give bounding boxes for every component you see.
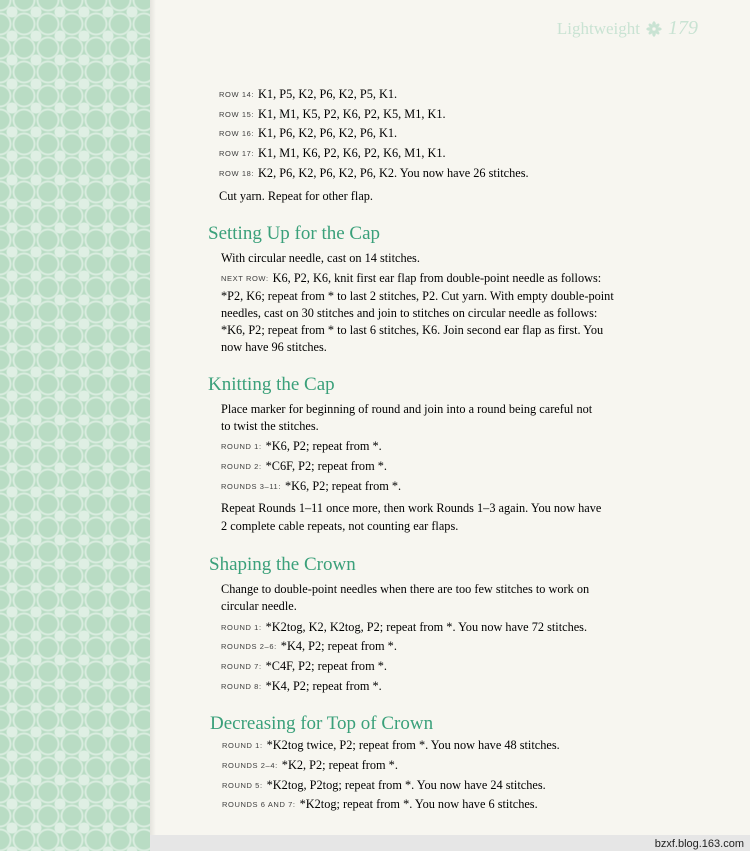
round-label: ROUND 1: [221, 623, 262, 632]
round-label: ROUNDS 3–11: [221, 482, 281, 491]
row-line [221, 270, 601, 287]
row-line [219, 145, 446, 162]
round-line [221, 619, 587, 636]
setup-text-line: *K6, P2; repeat from * to last 6 stitches, K6. Join second ear flap as first. You [221, 323, 604, 337]
round-label: ROUND 2: [221, 462, 262, 471]
round-line [222, 777, 546, 794]
round-text: *C4F, P2; repeat from *. [265, 659, 387, 673]
knitting-outro-line: 2 complete cable repeats, not counting ear flaps. [221, 519, 459, 533]
section-heading: Shaping the Crown [209, 554, 356, 575]
knitting-outro-line: Repeat Rounds 1–11 once more, then work Rounds 1–3 again. You now have [221, 501, 602, 515]
row-label: ROW 18: [219, 169, 255, 178]
round-text: *C6F, P2; repeat from *. [265, 459, 387, 473]
knitting-intro-line: to twist the stitches. [221, 419, 319, 433]
round-label: ROUND 7: [221, 662, 262, 671]
round-text: *K2tog; repeat from *. You now have 6 stitches. [299, 797, 538, 811]
watermark-text: bzxf.blog.163.com [654, 838, 744, 850]
row-line [219, 125, 397, 142]
section-name: Lightweight [556, 18, 640, 38]
round-label: ROUND 5: [222, 781, 263, 790]
setup-intro: With circular needle, cast on 14 stitches. [221, 251, 420, 265]
row-text: K1, M1, K5, P2, K6, P2, K5, M1, K1. [258, 107, 446, 121]
round-label: ROUNDS 2–4: [222, 761, 278, 770]
row-line [219, 165, 529, 182]
round-line [221, 458, 387, 475]
flower-icon [646, 21, 662, 37]
row-text: K2, P6, K2, P6, K2, P6, K2. You now have 26 stitches. [258, 166, 529, 180]
round-text: *K6, P2; repeat from *. [285, 479, 402, 493]
round-label: ROUND 1: [222, 741, 263, 750]
row-label: ROW 14: [219, 90, 255, 99]
round-line [222, 796, 538, 813]
setup-text-line: now have 96 stitches. [221, 340, 327, 354]
section-heading: Knitting the Cap [208, 374, 335, 395]
row-line [219, 106, 446, 123]
running-head [557, 17, 698, 40]
round-text: *K2tog twice, P2; repeat from *. You now have 48 stitches. [266, 738, 560, 752]
round-line [221, 658, 387, 675]
round-text: *K2, P2; repeat from *. [281, 758, 398, 772]
round-text: *K4, P2; repeat from *. [265, 679, 382, 693]
round-line [222, 757, 398, 774]
page-number: 179 [668, 17, 698, 39]
row-label: NEXT ROW: [221, 274, 269, 283]
row-label: ROW 17: [219, 149, 255, 158]
round-text: *K2tog, K2, K2tog, P2; repeat from *. You now have 72 stitches. [265, 620, 588, 634]
round-line [221, 438, 382, 455]
round-line [221, 478, 401, 495]
setup-text-line: needles, cast on 30 stitches and join to stitches on circular needle as follows: [221, 306, 598, 320]
round-line [221, 678, 382, 695]
round-label: ROUNDS 2–6: [221, 642, 277, 651]
section-heading: Decreasing for Top of Crown [210, 713, 434, 734]
crown-intro-line: Change to double-point needles when there are too few stitches to work on [221, 582, 590, 596]
round-text: *K4, P2; repeat from *. [280, 639, 397, 653]
section-heading: Setting Up for the Cap [208, 223, 381, 244]
round-text: *K2tog, P2tog; repeat from *. You now have 24 stitches. [266, 778, 546, 792]
row-text: K6, P2, K6, knit first ear flap from double-point needle as follows: [272, 271, 602, 285]
round-text: *K6, P2; repeat from *. [265, 439, 382, 453]
row-line [219, 86, 397, 103]
row-label: ROW 16: [219, 129, 255, 138]
row-label: ROW 15: [219, 110, 255, 119]
knitting-intro-line: Place marker for beginning of round and join into a round being careful not [221, 402, 593, 416]
crown-intro-line: circular needle. [221, 599, 297, 613]
round-label: ROUND 8: [221, 682, 262, 691]
cut-yarn-text: Cut yarn. Repeat for other flap. [219, 189, 373, 203]
round-line [221, 638, 397, 655]
row-text: K1, P6, K2, P6, K2, P6, K1. [258, 126, 398, 140]
row-text: K1, M1, K6, P2, K6, P2, K6, M1, K1. [258, 146, 446, 160]
setup-text-line: *P2, K6; repeat from * to last 2 stitches, P2. Cut yarn. With empty double-point [221, 289, 614, 303]
round-label: ROUND 1: [221, 442, 262, 451]
sidebar-shadow [150, 0, 156, 851]
decorative-sidebar-pattern [0, 0, 150, 851]
round-line [222, 737, 560, 754]
row-text: K1, P5, K2, P6, K2, P5, K1. [258, 87, 398, 101]
round-label: ROUNDS 6 AND 7: [222, 800, 296, 809]
